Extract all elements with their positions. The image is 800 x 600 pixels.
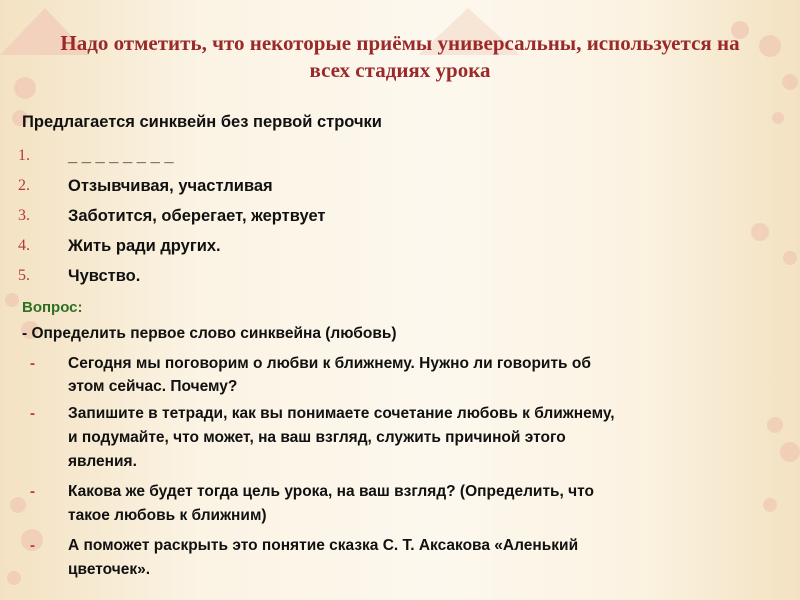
dot-decor: [5, 293, 19, 307]
dot-decor: [10, 497, 26, 513]
dot-decor: [767, 417, 783, 433]
list-text: Отзывчивая, участливая: [68, 177, 273, 195]
bullet-marker: -: [30, 355, 35, 372]
bullet-line: Запишите в тетради, как вы понимаете сочетание любовь к ближнему,: [68, 405, 615, 422]
dot-decor: [763, 498, 777, 512]
list-text: Жить ради других.: [68, 237, 221, 255]
bullet-line: явления.: [68, 453, 137, 470]
dot-decor: [7, 571, 21, 585]
dot-decor: [14, 77, 36, 99]
list-number: 2.: [18, 177, 30, 194]
dot-decor: [751, 223, 769, 241]
bullet-line: этом сейчас. Почему?: [68, 378, 238, 395]
bullet-marker: -: [30, 483, 35, 500]
question-item: - Определить первое слово синквейна (любовь): [22, 325, 397, 342]
list-text: Чувство.: [68, 267, 141, 285]
bullet-line: Какова же будет тогда цель урока, на ваш взгляд? (Определить, что: [68, 483, 595, 500]
list-number: 5.: [18, 267, 30, 284]
synquain-intro: Предлагается синквейн без первой строчки: [22, 113, 382, 131]
dot-decor: [772, 112, 784, 124]
bullet-line: Сегодня мы поговорим о любви к ближнему. Нужно ли говорить об: [68, 355, 591, 372]
question-label: Вопрос:: [22, 299, 83, 316]
bullet-line: цветочек».: [68, 561, 151, 578]
dot-decor: [782, 74, 798, 90]
bullet-marker: -: [30, 405, 35, 422]
slide-title: Надо отметить, что некоторые приёмы универсальны, используется на всех стадиях урока: [60, 31, 740, 82]
bullet-line: А поможет раскрыть это понятие сказка С. Т. Аксакова «Аленький: [68, 537, 579, 554]
dot-decor: [780, 442, 800, 462]
bullet-line: и подумайте, что может, на ваш взгляд, служить причиной этого: [68, 429, 566, 446]
bullet-line: такое любовь к ближним): [68, 507, 267, 524]
list-number: 3.: [18, 207, 30, 224]
dot-decor: [759, 35, 781, 57]
list-number: 1.: [18, 147, 30, 164]
bullet-marker: -: [30, 537, 35, 554]
list-text: _ _ _ _ _ _ _ _: [68, 147, 174, 165]
list-number: 4.: [18, 237, 30, 254]
dot-decor: [783, 251, 797, 265]
list-text: Заботится, оберегает, жертвует: [68, 207, 326, 225]
